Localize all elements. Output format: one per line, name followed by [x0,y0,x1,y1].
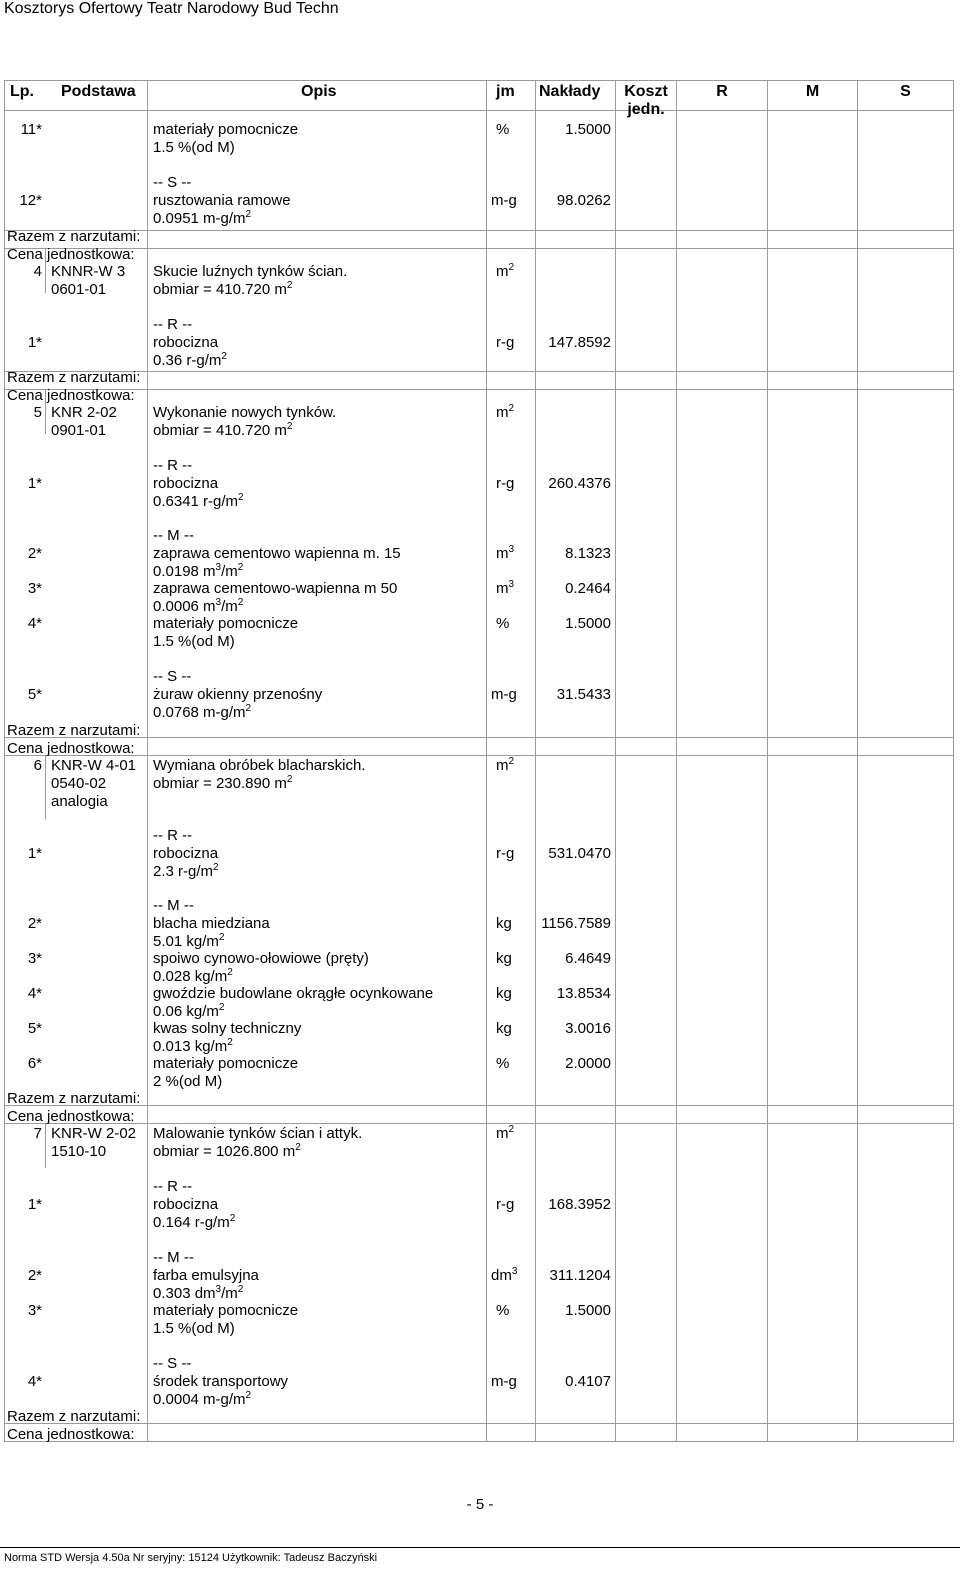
section-r-label: -- R -- [153,316,193,333]
row-unit: % [496,121,510,138]
row-norm: 0.0768 $m-g/m^2$ [153,703,252,721]
position-measure: obmiar = 410.720 $m^2$ [153,421,293,439]
position-basis: KNR-W 4-01 [51,757,137,774]
row-unit: % [496,1302,510,1319]
row-unit: kg [496,985,512,1002]
grid-line [486,80,487,1442]
cena-label: Cena jednostkowa: [7,246,135,263]
col-header-s: S [900,83,911,100]
row-norm: 0.303 $dm^3/m^2$ [153,1284,244,1302]
row-name: środek transportowy [153,1373,289,1390]
grid-line [535,80,536,1442]
grid-line [4,1123,954,1124]
row-unit: m-g [491,686,517,703]
row-name: zaprawa cementowo-wapienna m 50 [153,580,398,597]
section-m-label: -- M -- [153,897,194,914]
row-norm: 0.0951 $m-g/m^2$ [153,209,252,227]
col-header-podstawa: Podstawa [61,83,136,100]
position-number: 7 [33,1125,42,1142]
col-header-jm: jm [496,83,515,100]
grid-line [4,755,954,756]
col-header-opis: Opis [301,83,337,100]
row-lp: 11* [20,121,42,138]
page-number: - 5 - [466,1496,494,1513]
grid-line [676,80,677,1442]
position-description: Malowanie tynków ścian i attyk. [153,1125,363,1142]
position-number: 6 [33,757,42,774]
row-norm: 5.01 $kg/m^2$ [153,932,225,950]
row-lp: 4* [27,1373,42,1390]
row-name: materiały pomocnicze [153,615,299,632]
position-description: Wykonanie nowych tynków. [153,404,337,421]
row-name: gwoździe budowlane okrągłe ocynkowane [153,985,434,1002]
row-unit: % [496,615,510,632]
section-s-label: -- S -- [153,1355,192,1372]
grid-line [4,1105,954,1106]
grid-line [767,80,768,1442]
row-quantity: 147.8592 [548,334,611,351]
row-unit: r-g [496,1196,515,1213]
row-lp: 12* [19,192,42,209]
row-unit: $dm^3$ [491,1266,518,1284]
position-description: Skucie luźnych tynków ścian. [153,263,348,280]
row-quantity: 6.4649 [565,950,611,967]
grid-line [45,755,46,819]
position-basis: 0901-01 [51,422,107,439]
row-quantity: 1.5000 [565,121,611,138]
row-unit: $m^3$ [496,544,515,562]
row-name: materiały pomocnicze [153,121,299,138]
section-s-label: -- S -- [153,174,192,191]
row-name: kwas solny techniczny [153,1020,302,1037]
position-measure: obmiar = 230.890 $m^2$ [153,774,293,792]
row-quantity: 1.5000 [565,1302,611,1319]
row-quantity: 0.2464 [565,580,611,597]
cost-table [4,80,954,1442]
row-quantity: 168.3952 [548,1196,611,1213]
row-lp: 4* [27,615,42,632]
row-quantity: 531.0470 [548,845,611,862]
row-lp: 6* [27,1055,42,1072]
row-lp: 2* [27,1267,42,1284]
row-quantity: 8.1323 [565,545,611,562]
footer-text: Norma STD Wersja 4.50a Nr seryjny: 15124 Użytkownik: Tadeusz Baczyński [4,1552,378,1564]
grid-line [615,80,616,1442]
row-norm: 1.5 %(od M) [153,633,235,650]
razem-label: Razem z narzutami: [7,1408,141,1425]
row-norm: 0.06 $kg/m^2$ [153,1002,225,1020]
row-lp: 3* [27,950,42,967]
grid-line [4,230,954,231]
row-quantity: 0.4107 [565,1373,611,1390]
row-lp: 3* [27,580,42,597]
col-header-koszt: Koszt [624,83,668,100]
row-norm: 0.0004 $m-g/m^2$ [153,1390,252,1408]
row-unit: kg [496,915,512,932]
razem-label: Razem z narzutami: [7,369,141,386]
row-norm: 1.5 %(od M) [153,1320,235,1337]
col-header-koszt-jedn: jedn. [627,101,665,118]
row-lp: 1* [27,475,42,492]
section-r-label: -- R -- [153,457,193,474]
position-basis: analogia [51,793,108,810]
cena-label: Cena jednostkowa: [7,1108,135,1125]
row-quantity: 98.0262 [556,192,611,209]
row-name: spoiwo cynowo-ołowiowe (pręty) [153,950,369,967]
section-m-label: -- M -- [153,527,194,544]
section-s-label: -- S -- [153,668,192,685]
col-header-r: R [716,83,728,100]
section-r-label: -- R -- [153,1178,193,1195]
position-basis: 0601-01 [51,281,107,298]
row-quantity: 1156.7589 [541,915,611,932]
position-unit: $m^2$ [496,1124,515,1142]
row-unit: kg [496,950,512,967]
row-unit: kg [496,1020,512,1037]
grid-line [4,110,954,111]
row-quantity: 2.0000 [565,1055,611,1072]
position-basis: KNR-W 2-02 [51,1125,137,1142]
row-name: materiały pomocnicze [153,1055,299,1072]
grid-line [4,371,954,372]
footer-divider [0,1547,960,1548]
row-name: farba emulsyjna [153,1267,259,1284]
row-lp: 5* [27,1020,42,1037]
row-unit: m-g [491,192,517,209]
position-number: 4 [33,263,42,280]
cena-label: Cena jednostkowa: [7,387,135,404]
position-unit: $m^2$ [496,403,515,421]
row-lp: 4* [27,985,42,1002]
section-r-label: -- R -- [153,827,193,844]
row-quantity: 311.1204 [549,1267,611,1284]
row-name: blacha miedziana [153,915,270,932]
grid-line [4,80,954,81]
col-header-naklady: Nakłady [539,83,601,100]
position-basis: KNR 2-02 [51,404,117,421]
row-norm: 0.6341 $r-g/m^2$ [153,492,244,510]
grid-line [147,80,148,1442]
row-name: zaprawa cementowo wapienna m. 15 [153,545,401,562]
row-quantity: 1.5000 [565,615,611,632]
row-lp: 1* [27,845,42,862]
grid-line [45,1123,46,1168]
cena-label: Cena jednostkowa: [7,740,135,757]
row-unit: m-g [491,1373,517,1390]
row-name: robocizna [153,334,219,351]
row-norm: 2.3 $r-g/m^2$ [153,862,219,880]
page-header: Kosztorys Ofertowy Teatr Narodowy Bud Techn [4,0,339,17]
grid-line [4,1423,954,1424]
position-basis: 1510-10 [51,1143,107,1160]
razem-label: Razem z narzutami: [7,1090,141,1107]
row-lp: 2* [27,545,42,562]
row-norm: 0.0006 $m^3/m^2$ [153,597,244,615]
row-name: materiały pomocnicze [153,1302,299,1319]
row-norm: 0.36 $r-g/m^2$ [153,351,227,369]
grid-line [4,248,954,249]
position-basis: KNNR-W 3 [51,263,126,280]
row-quantity: 3.0016 [565,1020,611,1037]
grid-line [4,389,954,390]
row-norm: 1.5 %(od M) [153,139,235,156]
position-basis: 0540-02 [51,775,107,792]
row-quantity: 13.8534 [556,985,611,1002]
row-lp: 3* [27,1302,42,1319]
section-m-label: -- M -- [153,1249,194,1266]
row-unit: r-g [496,845,515,862]
col-header-m: M [805,83,820,100]
row-unit: r-g [496,475,515,492]
row-norm: 0.0198 $m^3/m^2$ [153,562,244,580]
position-number: 5 [33,404,42,421]
row-norm: 0.013 $kg/m^2$ [153,1037,233,1055]
row-name: robocizna [153,475,219,492]
position-measure: obmiar = 1026.800 $m^2$ [153,1142,301,1160]
razem-label: Razem z narzutami: [7,228,141,245]
row-lp: 2* [27,915,42,932]
position-unit: $m^2$ [496,262,515,280]
row-quantity: 31.5433 [556,686,611,703]
position-description: Wymiana obróbek blacharskich. [153,757,366,774]
row-norm: 0.164 $r-g/m^2$ [153,1213,236,1231]
row-name: robocizna [153,1196,219,1213]
row-norm: 2 %(od M) [153,1073,223,1090]
row-lp: 1* [27,334,42,351]
row-lp: 5* [27,686,42,703]
row-unit: r-g [496,334,515,351]
row-norm: 0.028 $kg/m^2$ [153,967,233,985]
row-name: robocizna [153,845,219,862]
position-measure: obmiar = 410.720 $m^2$ [153,280,293,298]
position-unit: $m^2$ [496,756,515,774]
row-lp: 1* [27,1196,42,1213]
grid-line [953,80,954,1442]
grid-line [4,737,954,738]
row-unit: $m^3$ [496,579,515,597]
row-name: żuraw okienny przenośny [153,686,323,703]
col-header-lp: Lp. [10,83,34,100]
row-unit: % [496,1055,510,1072]
grid-line [857,80,858,1442]
razem-label: Razem z narzutami: [7,722,141,739]
cena-label: Cena jednostkowa: [7,1426,135,1443]
row-name: rusztowania ramowe [153,192,291,209]
row-quantity: 260.4376 [548,475,611,492]
grid-line [4,1441,954,1442]
